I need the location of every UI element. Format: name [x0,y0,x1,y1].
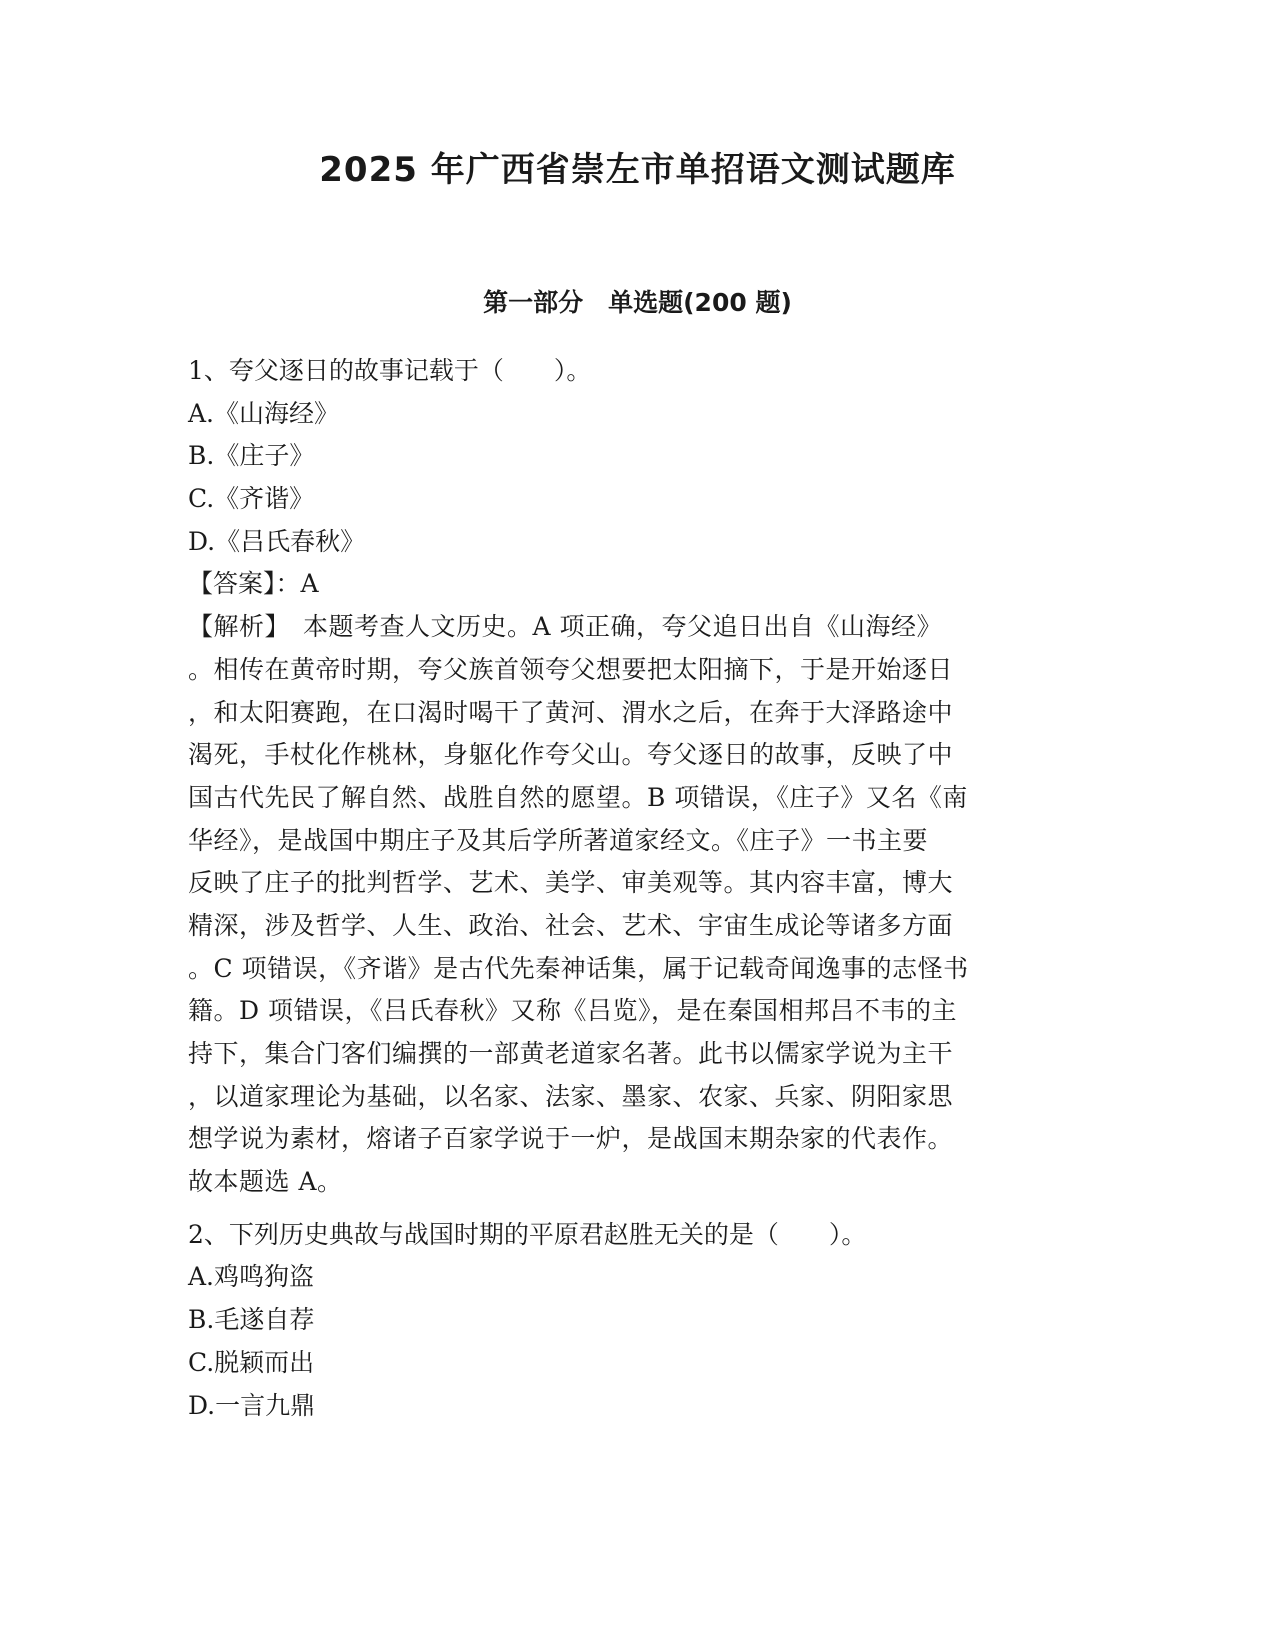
question-stem: 2、下列历史典故与战国时期的平原君赵胜无关的是（ ）。 [188,1219,867,1249]
option-a: A.《山海经》 [188,398,340,428]
option-d: D.《吕氏春秋》 [188,526,366,556]
explanation-line: 。相传在黄帝时期，夸父族首领夸父想要把太阳摘下，于是开始逐日 [188,654,954,684]
question-stem: 1、夸父逐日的故事记载于（ ）。 [188,356,592,385]
explanation-line: 精深，涉及哲学、人生、政治、社会、艺术、宇宙生成论等诸多方面 [188,910,954,940]
explanation-line: 华经》，是战国中期庄子及其后学所著道家经文。《庄子》一书主要 [188,825,929,855]
explanation [188,606,1088,1204]
option-b: B.毛遂自荐 [188,1305,315,1335]
explanation-line: ，以道家理论为基础，以名家、法家、墨家、农家、兵家、阴阳家思 [188,1081,954,1111]
explanation-line: ，和太阳赛跑，在口渴时喝干了黄河、渭水之后，在奔于大泽路途中 [188,697,954,727]
option-c: C.《齐谐》 [188,484,315,514]
option-d: D.一言九鼎 [188,1390,316,1420]
question-spacer [188,1204,1088,1214]
option-a: A.鸡鸣狗盗 [188,1262,315,1292]
explanation-line: 国古代先民了解自然、战胜自然的愿望。B 项错误，《庄子》又名《南 [188,782,968,812]
question-item [188,1214,1088,1427]
explanation-line: 。C 项错误，《齐谐》是古代先秦神话集，属于记载奇闻逸事的志怪书 [188,953,969,983]
question-item [188,350,1088,1204]
option-c: C.脱颖而出 [188,1347,315,1377]
explanation-line: 想学说为素材，熔诸子百家学说于一炉，是战国末期杂家的代表作。 [188,1124,954,1154]
explanation-line: 【解析】 本题考查人文历史。A 项正确，夸父追日出自《山海经》 [188,612,943,642]
document-title: 2025 年广西省崇左市单招语文测试题库 [319,150,956,190]
explanation-line: 渴死，手杖化作桃林，身躯化作夸父山。夸父逐日的故事，反映了中 [188,740,954,770]
question-list [188,350,1088,1427]
explanation-line: 籍。D 项错误，《吕氏春秋》又称《吕览》，是在秦国相邦吕不韦的主 [188,996,957,1026]
answer-line: 【答案】：A [188,569,319,599]
explanation-line: 持下，集合门客们编撰的一部黄老道家名著。此书以儒家学说为主干 [188,1039,954,1068]
explanation-line: 反映了庄子的批判哲学、艺术、美学、审美观等。其内容丰富，博大 [188,868,954,898]
explanation-line: 故本题选 A。 [188,1167,343,1197]
section-title: 第一部分 单选题(200 题) [483,288,792,317]
option-b: B.《庄子》 [188,441,315,471]
